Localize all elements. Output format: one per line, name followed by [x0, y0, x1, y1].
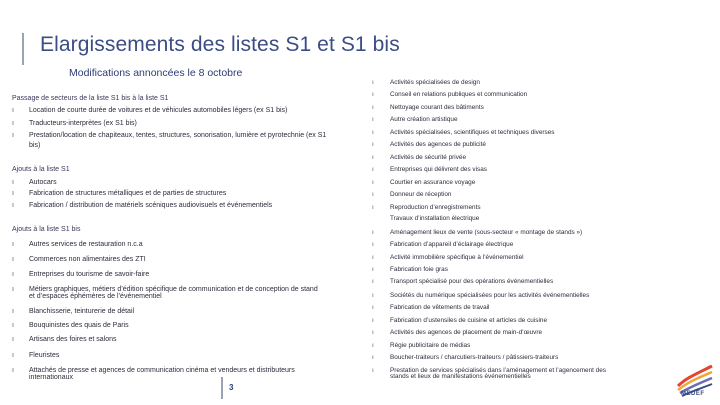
list-item: ı Fabrication / distribution de matériels scéniques audiovisuels et événementiels [12, 202, 273, 209]
list-item: ı Reproduction d’enregistrements [372, 204, 481, 211]
list-item: ı Activités des agences de placement de main-d’œuvre [372, 329, 543, 336]
list-item: ı Donneur de réception [372, 191, 452, 198]
title-accent-bar [22, 33, 24, 65]
list-item: ı Autocars [12, 179, 57, 186]
list-item: ı Boucher-traiteurs / charcutiers-traiteurs / pâtissiers-traiteurs [372, 354, 559, 361]
list-item: ı Prestation de services spécialisés dans l’aménagement et l’agencement des [372, 367, 606, 374]
list-item-continuation: et d’espaces éphémères de l’événementiel [29, 293, 162, 300]
section-heading-passage: Passage de secteurs de la liste S1 bis à la liste S1 [12, 95, 169, 102]
list-item: ı Activités des agences de publicité [372, 141, 486, 148]
section-heading-s1bis: Ajouts à la liste S1 bis [12, 226, 81, 233]
list-item: ı Entreprises du tourisme de savoir-faire [12, 271, 150, 278]
list-item: ı Fabrication d’ustensiles de cuisine et articles de cuisine [372, 317, 548, 324]
list-item: ı Location de courte durée de voitures et de véhicules automobiles légers (ex S1 bis) [12, 107, 288, 114]
list-item: ı Fabrication d’appareil d’éclairage électrique [372, 241, 514, 248]
list-item: ı Sociétés du numérique spécialisées pour les activités événementielles [372, 292, 590, 299]
list-item: ı Nettoyage courant des bâtiments [372, 104, 484, 111]
list-item: ı Aménagement lieux de vente (sous-secteur « montage de stands ») [372, 229, 583, 236]
list-item: ı Fleuristes [12, 352, 60, 359]
section-heading-s1: Ajouts à la liste S1 [12, 166, 70, 173]
list-item: ı Activités spécialisées, scientifiques et techniques diverses [372, 129, 555, 136]
page-number-bar [221, 377, 223, 399]
list-item: ı Métiers graphiques, métiers d’édition spécifique de communication et de conception de stand [12, 286, 318, 293]
list-item: ı Prestation/location de chapiteaux, tentes, structures, sonorisation, lumière et pyrotechnie (ex S1 [12, 132, 327, 139]
list-item: ı Autres services de restauration n.c.a [12, 241, 143, 248]
list-item: ı Attachés de presse et agences de communication cinéma et vendeurs et distributeurs [12, 367, 295, 374]
list-item-continuation: bis) [29, 142, 41, 149]
page-number: 3 [229, 383, 234, 392]
list-item: ı Fabrication de structures métalliques et de parties de structures [12, 190, 227, 197]
list-item-continuation: stands et lieux de manifestations événementielles [390, 373, 531, 380]
list-item: ı Entreprises qui délivrent des visas [372, 166, 487, 173]
list-item: ı Activité immobilière spécifique à l’événementiel [372, 254, 524, 261]
page-title: Elargissements des listes S1 et S1 bis [40, 33, 400, 56]
list-item-continuation: internationaux [29, 374, 73, 381]
page-subtitle: Modifications annoncées le 8 octobre [69, 67, 243, 79]
list-item: ı Conseil en relations publiques et communication [372, 91, 528, 98]
list-item: ı Fabrication foie gras [372, 266, 448, 273]
list-item: ı Autre création artistique [372, 116, 458, 123]
list-item: ı Bouquinistes des quais de Paris [12, 322, 129, 329]
list-item: ı Artisans des foires et salons [12, 336, 117, 343]
list-item: ı Fabrication de vêtements de travail [372, 304, 490, 311]
list-item: Travaux d’installation électrique [390, 215, 480, 222]
list-item: ı Transport spécialisé pour des opérations événementielles [372, 278, 554, 285]
list-item: ı Blanchisserie, teinturerie de détail [12, 308, 135, 315]
list-item: ı Régie publicitaire de médias [372, 342, 471, 349]
list-item: ı Traducteurs-interprètes (ex S1 bis) [12, 120, 137, 127]
list-item: ı Activités de sécurité privée [372, 154, 467, 161]
list-item: ı Activités spécialisées de design [372, 79, 480, 86]
list-item: ı Commerces non alimentaires des ZTI [12, 256, 146, 263]
logo-wordmark: MEDEF [681, 391, 705, 397]
list-item: ı Courtier en assurance voyage [372, 179, 476, 186]
